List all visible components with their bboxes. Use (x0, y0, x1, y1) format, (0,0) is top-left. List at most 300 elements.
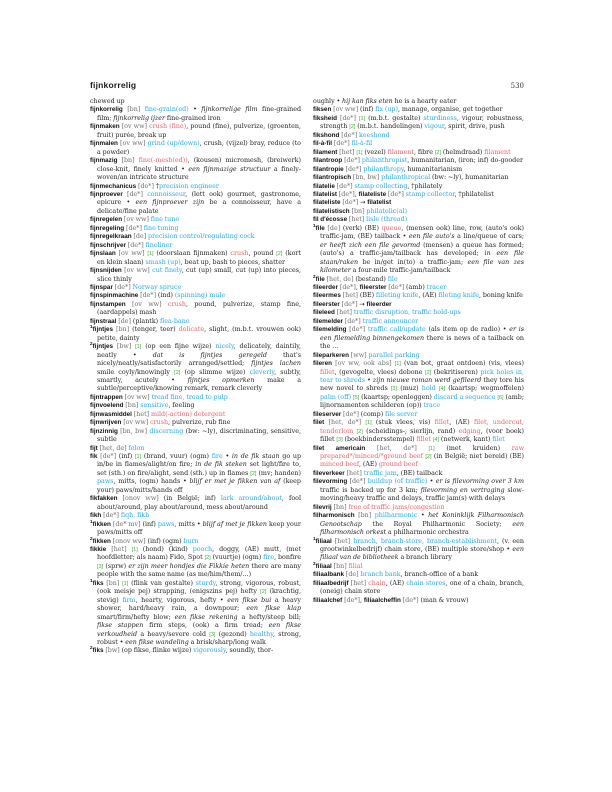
text: , vigour, robustness, strength (320, 114, 525, 131)
example-phrase: fikse stappen (97, 622, 144, 630)
translation-alt: delicate (178, 326, 205, 334)
translation: fine tune (150, 216, 180, 224)
grammar-label: [ov ww] (121, 267, 153, 275)
text: (bw: ~ly), humanitarian (430, 174, 509, 182)
grammar-label: [de*] (122, 190, 148, 198)
text: (doorslaan fijnmaken) (153, 250, 231, 258)
translation: cut finely (152, 267, 182, 275)
text: (bestand) (355, 275, 388, 283)
grammar-label: [het, de*] (324, 419, 366, 427)
page-header (90, 80, 524, 90)
headword: fiksheid (313, 114, 337, 122)
translation: philharmonic (374, 512, 418, 520)
text: , (gevogelte, vlees) debone (334, 368, 425, 376)
grammar-label: [het] (334, 309, 354, 317)
grammar-label: [bn, bw] (351, 174, 382, 182)
translation: philanthropist (361, 157, 408, 165)
text: , bonfire (274, 554, 301, 562)
text: (stuk vlees, vis) (371, 419, 435, 427)
headword: fileparkeren (313, 351, 349, 359)
sense-number: [2] (260, 589, 267, 596)
text: , boning knife (479, 292, 523, 300)
example-phrase: filevorming en vertraging (420, 486, 505, 494)
translation: healthy (249, 630, 273, 638)
text: , humanitarianism (403, 165, 463, 173)
text: , (AE) (385, 579, 407, 587)
translation: fineliner (145, 241, 173, 249)
headword: fileserver (313, 410, 342, 418)
text: (van bot, graat ontdoen) (vis, vlees) (400, 360, 525, 368)
dictionary-entry (313, 183, 524, 191)
text: (kort en klein slaan) (97, 250, 302, 266)
translation: branch, branch-store, branch-establishment (353, 537, 497, 545)
headword: filiaal (315, 562, 332, 570)
headword: file (315, 275, 325, 283)
example-phrase: er zijn meer hondjes die Fikkie heten (128, 562, 250, 570)
grammar-label: [het] (344, 469, 364, 477)
headword: filemelder (313, 317, 343, 325)
text: (mv; handen) (256, 469, 301, 477)
homograph-number: 2 (90, 341, 93, 347)
text: , (lett ook) gourmet, gastronome, epicure • (97, 190, 302, 207)
translation: fine tuning (143, 224, 179, 232)
grammar-label: [de*] (386, 190, 406, 198)
translation-alt: fillet (416, 436, 432, 444)
text: (brand, vuur) (ogm) (141, 453, 212, 461)
text: there are many people with the same name (as me/him/them/...) (97, 562, 301, 579)
grammar-label: [bn] (117, 157, 139, 165)
homograph-number: 1 (313, 535, 316, 541)
headword: fileerder (366, 300, 392, 308)
grammar-label: [bn] (122, 106, 145, 114)
grammar-label: [ov ww] (331, 106, 361, 114)
text: (BE) (359, 292, 376, 300)
text: (flink van gestalte) (128, 579, 196, 587)
grammar-label: [de*] (338, 283, 356, 291)
headword: fijnspinmachine (90, 292, 139, 300)
headword: filateliste (313, 199, 341, 207)
text: (op slimme wijze) (180, 368, 250, 376)
text: (inf) (118, 453, 135, 461)
cross-reference-arrow: → (360, 199, 368, 207)
sense-number: [1] (131, 547, 138, 554)
text: a four-mile traffic-jam/tailback (350, 267, 451, 275)
text: smart/firm/hefty blow; (97, 613, 175, 621)
grammar-label: [het] (106, 546, 132, 554)
example-phrase: dat is fijntjes geregeld (152, 351, 267, 359)
dictionary-entry (313, 326, 524, 351)
dictionary-entry (313, 216, 524, 224)
text: a finely-woven/an intricate structure (97, 165, 301, 182)
text: a branch library (398, 554, 453, 562)
grammar-label: [het] (348, 579, 369, 587)
translation: lark around/about (220, 495, 282, 503)
dictionary-entry (313, 478, 524, 503)
text: , (v. een grootwinkelbedrijf) chain store, (BE) multiple store/shop • (320, 537, 524, 554)
text: (bekritiseren) (431, 368, 481, 376)
translation: parallel parking (368, 351, 420, 359)
headword: fikken (92, 520, 111, 528)
translation-alt: chain (368, 579, 386, 587)
headword: filatelie (313, 182, 335, 190)
dictionary-entry (313, 352, 524, 360)
page-number: 530 (510, 82, 524, 90)
grammar-label: [het] (131, 410, 151, 418)
sense-number: [3] (209, 631, 216, 638)
example-phrase: fijnkorrelige film (201, 106, 258, 114)
translation: filet (492, 436, 505, 444)
headword: fikkie (90, 546, 107, 554)
translation: Norway spruce (132, 283, 182, 291)
text: (m.b.t. handelingen) (355, 123, 425, 131)
text: he is a hearty eater (392, 98, 457, 105)
homograph-number: 2 (313, 273, 316, 279)
text: , soundly, thor- (225, 647, 274, 655)
grammar-label: [bw] (103, 647, 122, 655)
translation-alt: filament (484, 148, 511, 156)
dictionary-entry (90, 546, 301, 580)
grammar-label: [ww] (348, 351, 369, 359)
text: • (417, 512, 429, 520)
text: (in België; inf) (163, 495, 221, 503)
grammar-label: [het] (347, 216, 367, 224)
grammar-label: [de*] (386, 283, 407, 291)
headword: fijnstraal (90, 317, 117, 325)
translation: cleverly (249, 368, 275, 376)
text: , (360, 596, 364, 604)
translation: discerning (149, 427, 184, 435)
translation-alt: queue (381, 224, 402, 232)
text: , one of a chain, branch, (oneig) chain store (320, 579, 524, 596)
homograph-number: 1 (90, 324, 93, 330)
text: (tenger, teer) (132, 326, 179, 334)
text: set light/fire to, set (sth.) on fire/alight, send (sth.) up in flames (97, 461, 302, 477)
translation-alt: mild(-action) detergent (150, 410, 226, 418)
headword: filateliste (358, 190, 387, 198)
text: , hearty, vigorous, hefty • (135, 596, 228, 604)
example-phrase: een fikse verkoudheid (97, 622, 302, 638)
dictionary-entry (313, 535, 524, 563)
grammar-label: [bn] (354, 512, 375, 520)
headword: filatelist (367, 199, 392, 207)
dictionary-entry (313, 132, 524, 140)
text: (muz) (397, 385, 422, 393)
text: † (155, 182, 159, 190)
grammar-label: [het, de] (324, 275, 356, 283)
sense-number: [2] (349, 124, 356, 131)
text: , cut (up) small, cut (up) into pieces, slice thinly (97, 267, 301, 283)
text: , spirit, drive, push (444, 123, 505, 131)
grammar-label: [ov ww] (119, 123, 150, 131)
text: (amb) (406, 283, 427, 291)
grammar-label: [de* mv] (110, 520, 143, 528)
text: (op fikse, flinke wijze) (121, 647, 194, 655)
dictionary-entry (90, 419, 301, 427)
text: , delicately, daintily, neatly • (97, 343, 301, 359)
dictionary-entry (90, 233, 301, 241)
text: (als item op de radio) • (425, 326, 510, 334)
text: , (voor boek) fillet (320, 427, 524, 444)
grammar-label: [de*] (97, 453, 119, 461)
text: that's nicely/neatly/satisfactorily arranged/settled; (97, 351, 301, 368)
translation: branch bank (360, 571, 401, 579)
sense-number: [3] (390, 386, 398, 393)
text: , branch-office of a bank (400, 571, 479, 579)
example-phrase: een fikse bui (227, 596, 272, 604)
text: , (AE) (418, 292, 439, 300)
dictionary-entry (313, 318, 524, 326)
grammar-label: [het] (337, 148, 357, 156)
translation: precision control/regulating cock (148, 233, 255, 241)
dictionary-entry (313, 309, 524, 317)
dictionary-entry (313, 512, 524, 537)
translation: filleting knife (375, 292, 419, 300)
text: , pound (fine), pulverize, (groenten, fruit) purée, break up (97, 123, 301, 139)
grammar-label: [de*] (340, 199, 361, 207)
translation: precision engineer (158, 182, 219, 190)
grammar-label: [de*] (336, 190, 355, 198)
text: (kaartsp; wegmoffelen) (445, 385, 524, 393)
text: slow-moving/heavy traffic and delays, traffic jam(s) with delays (320, 486, 525, 503)
dictionary-entry (313, 571, 524, 579)
translation: sensitive (140, 402, 169, 410)
example-phrase: blijf af met je fikken (202, 520, 268, 528)
translation: tracer (426, 283, 447, 291)
text: , (354, 190, 359, 198)
example-phrase: hij kan fiks eten (342, 98, 393, 105)
text: make a subtle/perceptive/knowing remark, remark cleverly (97, 376, 302, 393)
grammar-label: [de*] (332, 140, 352, 148)
headword: fiks (92, 647, 104, 655)
headword: fikken (92, 537, 111, 545)
text: (keep your) paws/mitts/hands off (97, 478, 301, 494)
headword: filantropisch (313, 174, 352, 182)
right-column (313, 98, 524, 656)
text: be a connoisseur, have a delicate/fine palate (97, 199, 301, 215)
grammar-label: [de*] (342, 596, 361, 604)
translation-alt: filet, undercut, tenderloin (320, 419, 525, 435)
grammar-label: [de] (131, 233, 149, 241)
text: traffic is backed up for 3 km; (320, 486, 421, 494)
dictionary-entry (90, 267, 301, 284)
example-phrase: blijf er met je fikken van af (189, 478, 281, 486)
text: (netwerk, kant) (439, 436, 493, 444)
translation: pick holes in, tear to shreds (320, 368, 525, 384)
headword: fijt (90, 444, 98, 452)
sense-number: [1] (365, 420, 372, 427)
headword: fil-à-fil (313, 140, 333, 148)
sense-number: [2] (250, 470, 257, 477)
translation: grind (up/down) (147, 140, 200, 148)
text: smile coyly/knowingly (97, 368, 175, 376)
text-columns (90, 98, 524, 656)
text: (m.b.t. gestalte) (365, 114, 424, 122)
grammar-label: [ov ww] (115, 250, 148, 258)
sense-number: [1] (135, 344, 142, 351)
translation-alt: crush (150, 419, 169, 427)
text: , (AE) (449, 419, 474, 427)
example-phrase: in een file staan/raken (320, 250, 524, 266)
text: (man & vrouw) (420, 596, 469, 604)
headword: fijnmazig (90, 157, 118, 165)
text: , (BE) tailback (396, 469, 443, 477)
homograph-number: 1 (90, 577, 93, 583)
headword: filantropie (313, 165, 344, 173)
translation: nicely (215, 343, 234, 351)
dictionary-entry (313, 597, 524, 605)
headword: fijnslaan (90, 250, 116, 258)
text: (in België; niet bereid) (BE) (431, 453, 524, 461)
dictionary-entry (313, 166, 524, 174)
sense-number: [2] (434, 149, 442, 156)
translation: philanthropical (381, 174, 431, 182)
translation: felon (128, 444, 145, 452)
translation: traffic call/update (367, 326, 426, 334)
text: (met kruiden) (434, 444, 512, 452)
text: , fibre (414, 148, 435, 156)
text: fine-grained film; (97, 106, 302, 122)
grammar-label: [de*] (339, 300, 360, 308)
text: a philharmonic orchestra (386, 529, 469, 537)
sense-number: [2] (356, 428, 363, 435)
dictionary-entry (90, 140, 301, 157)
headword: filevrij (313, 503, 332, 511)
text: chewed up (90, 98, 125, 105)
example-phrase: in de fik steken (195, 461, 247, 469)
grammar-label: [bw] (113, 343, 136, 351)
example-phrase: in de fik staan (231, 453, 280, 461)
dictionary-entry (90, 512, 301, 520)
translation-alt: filial (348, 562, 363, 570)
dictionary-entry (90, 225, 301, 233)
headword: fijnregeling (90, 224, 125, 232)
grammar-label: [bn] (349, 207, 367, 215)
grammar-label: [de*] (346, 326, 368, 334)
example-phrase: er is filevorming over 3 km (435, 478, 524, 486)
headword: fikh (90, 512, 102, 520)
grammar-label: [de*] (343, 165, 364, 173)
text: , humanitarian, (iron; inf) do-gooder (407, 157, 524, 165)
example-phrase: een filiaal van de bibliotheek (320, 546, 524, 562)
translation: fire (211, 453, 223, 461)
dictionary-entry (90, 301, 301, 318)
example-phrase: zijn nieuwe roman werd gefileerd (372, 376, 482, 384)
text: keep your paws/mitts off (97, 520, 301, 537)
grammar-label: [onov ww] (117, 495, 164, 503)
headword: filatelistisch (313, 207, 350, 215)
dictionary-entry (90, 402, 301, 410)
text: , strong, robust • (97, 630, 301, 646)
grammar-label: [de*] (136, 182, 156, 190)
text: (amb; lijnornamenten schilderen (op)) (320, 393, 524, 410)
cross-reference-arrow: → (359, 300, 367, 308)
text: , crush, (vijzel) bray, reduce (to a powder) (97, 140, 301, 156)
homograph-number: 1 (313, 222, 316, 228)
headword: filatelist (313, 190, 337, 198)
grammar-label: [bn] (113, 326, 133, 334)
dictionary-entry (313, 106, 524, 114)
sense-number: [3] (336, 437, 343, 444)
text: , feeling (168, 402, 195, 410)
dictionary-entry (90, 453, 301, 495)
text: oughly • (313, 98, 343, 105)
text: , pound, pulverize, stamp fine, (aardappels) mash (97, 300, 301, 317)
dictionary-entry (90, 250, 301, 267)
translation: discard a sequence (433, 393, 496, 401)
grammar-label: [het] (331, 537, 354, 545)
translation: stamp collecting (354, 182, 408, 190)
translation-alt: ground beef (378, 461, 418, 469)
headword: fijnmechanicus (90, 182, 137, 190)
text: (op een fijne wijze) (141, 343, 216, 351)
text: , †philatelist (454, 190, 494, 198)
translation: connoisseur (147, 190, 186, 198)
headword: fijnkorrelig (90, 106, 123, 114)
translation: pooch (192, 546, 213, 554)
dictionary-entry (90, 157, 301, 182)
grammar-label: [de*] (138, 292, 158, 300)
text: (comp) (360, 410, 386, 418)
sense-number: [1] (358, 115, 366, 122)
headword: fileverkeer (313, 469, 345, 477)
translation-alt: minced beef (320, 461, 360, 469)
example-phrase: een fikse wandeling (125, 639, 189, 646)
sense-number: [2] (425, 454, 432, 461)
dictionary-entry (313, 360, 524, 411)
dictionary-entry (313, 157, 524, 165)
grammar-label: [ov ww, ook abs] (332, 360, 395, 368)
translation-alt: raw prepared*/minced/*ground beef (320, 444, 524, 461)
translation: file (387, 275, 398, 283)
headword: fileerster (313, 300, 340, 308)
translation-alt: crush (230, 250, 249, 258)
dictionary-entry (313, 140, 524, 148)
headword: filantroop (313, 157, 343, 165)
text: the Royal Philharmonic Society; (361, 520, 513, 528)
dictionary-entry (313, 504, 524, 512)
headword: file (315, 224, 325, 232)
translation: fix (up) (375, 106, 398, 114)
grammar-label: [de*] (336, 114, 359, 122)
headword: filiaal (315, 537, 332, 545)
headword: fijnmaken (90, 123, 120, 131)
dictionary-entry (90, 411, 301, 419)
translation: fil-à-fil (351, 140, 373, 148)
text: a hefty/steep bill; (237, 613, 301, 621)
grammar-label: [de] (116, 317, 133, 325)
headword: filet americain (313, 444, 366, 452)
headword: fijnzinnig (90, 427, 118, 435)
text: (inf) (142, 520, 158, 528)
dictionary-entry (313, 174, 524, 182)
headword: filiaalbedrijf (313, 579, 349, 587)
text: , (mensen ook) line, row, (auto's ook) traffic-jam, (BE) tailback • (320, 224, 524, 241)
text: (hond) (kind) (137, 546, 193, 554)
dictionary-entry (313, 149, 524, 157)
grammar-label: [onov ww] (110, 537, 148, 545)
grammar-label: [de*] (342, 317, 363, 325)
translation: (spinning) mule (174, 292, 226, 300)
dictionary-entry (90, 216, 301, 224)
example-phrase: een fijnproever zijn (135, 199, 205, 207)
translation: paws (157, 520, 175, 528)
dictionary-entry (90, 106, 301, 123)
text: go up in/be in flames/alight/on fire; (97, 453, 301, 469)
sense-number: [2] (204, 555, 211, 562)
translation: trace (423, 402, 441, 410)
example-phrase: er heeft zich een file gevormd (320, 241, 421, 249)
translation: vigorously (193, 647, 226, 655)
